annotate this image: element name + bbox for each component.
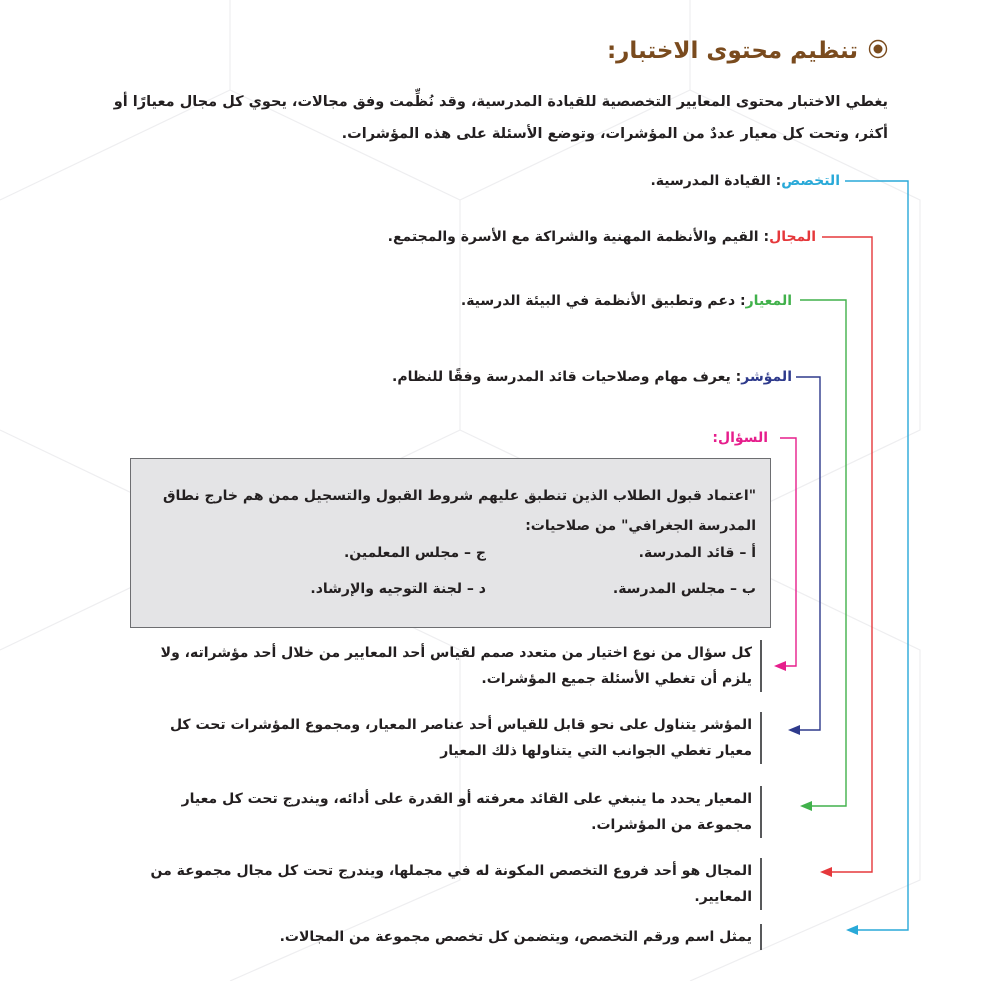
domain-label: المجال xyxy=(769,229,816,245)
explanation-question: كل سؤال من نوع اختيار من متعدد صمم لقياس أحد المعايير من خلال أحد مؤشراته، ولا يلزم أن تغطي الأسئلة جميع المؤشرات. xyxy=(132,640,762,692)
specialization-label: التخصص xyxy=(781,173,840,189)
domain-sep: : xyxy=(758,229,770,245)
section-title-text: تنظيم محتوى الاختبار: xyxy=(606,38,858,64)
indicator-text: يعرف مهام وصلاحيات قائد المدرسة وفقًا للنظام. xyxy=(392,369,731,385)
option-b: ب – مجلس المدرسة. xyxy=(612,581,756,597)
option-a: أ – قائد المدرسة. xyxy=(638,545,756,561)
domain-text: القيم والأنظمة المهنية والشراكة مع الأسرة والمجتمع. xyxy=(387,229,759,245)
arrow-head-question xyxy=(774,661,786,671)
question-label: السؤال: xyxy=(712,430,768,446)
explanation-specialization: يمثل اسم ورقم التخصص، ويتضمن كل تخصص مجموعة من المجالات. xyxy=(132,924,762,950)
standard-text: دعم وتطبيق الأنظمة في البيئة الدرسية. xyxy=(460,293,736,309)
arrow-domain xyxy=(822,237,872,872)
specialization-sep: : xyxy=(770,173,782,189)
explanation-indicator: المؤشر يتناول على نحو قابل للقياس أحد عناصر المعيار، ومجموع المؤشرات تحت كل معيار تغطي الجوانب التي يتناولها ذلك المعيار xyxy=(132,712,762,764)
indicator-label: المؤشر xyxy=(741,369,792,385)
specialization-text: القيادة المدرسية. xyxy=(650,173,771,189)
standard-label: المعيار xyxy=(745,293,792,309)
arrow-head-indicator xyxy=(788,725,800,735)
option-d: د – لجنة التوجيه والإرشاد. xyxy=(310,581,486,597)
option-c: ج – مجلس المعلمين. xyxy=(343,545,486,561)
question-stem: "اعتماد قبول الطلاب الذين تنطبق عليهم شروط القبول والتسجيل ممن هم خارج نطاق المدرسة الجغرافي" من صلاحيات: xyxy=(162,488,756,534)
arrow-head-specialization xyxy=(846,925,858,935)
arrow-head-domain xyxy=(820,867,832,877)
indicator-sep: : xyxy=(730,369,742,385)
explanation-domain: المجال هو أحد فروع التخصص المكونة له في مجملها، ويندرج تحت كل مجال مجموعة من المعايير. xyxy=(132,858,762,910)
arrow-indicator xyxy=(796,377,820,730)
intro-paragraph: يغطي الاختبار محتوى المعايير التخصصية للقيادة المدرسية، وقد نُظِّمت وفق مجالات، يحوي كل مجال معيارًا أو أكثر، وتحت كل معيار عددٌ من المؤشرات، وتوضع الأسئلة على هذه المؤشرات. xyxy=(113,94,888,142)
arrow-head-standard xyxy=(800,801,812,811)
standard-sep: : xyxy=(735,293,746,309)
arrow-question xyxy=(780,438,796,666)
explanation-standard: المعيار يحدد ما ينبغي على القائد معرفته أو القدرة على أدائه، ويندرج تحت كل معيار مجموعة من المؤشرات. xyxy=(132,786,762,838)
arrow-specialization xyxy=(845,181,908,930)
